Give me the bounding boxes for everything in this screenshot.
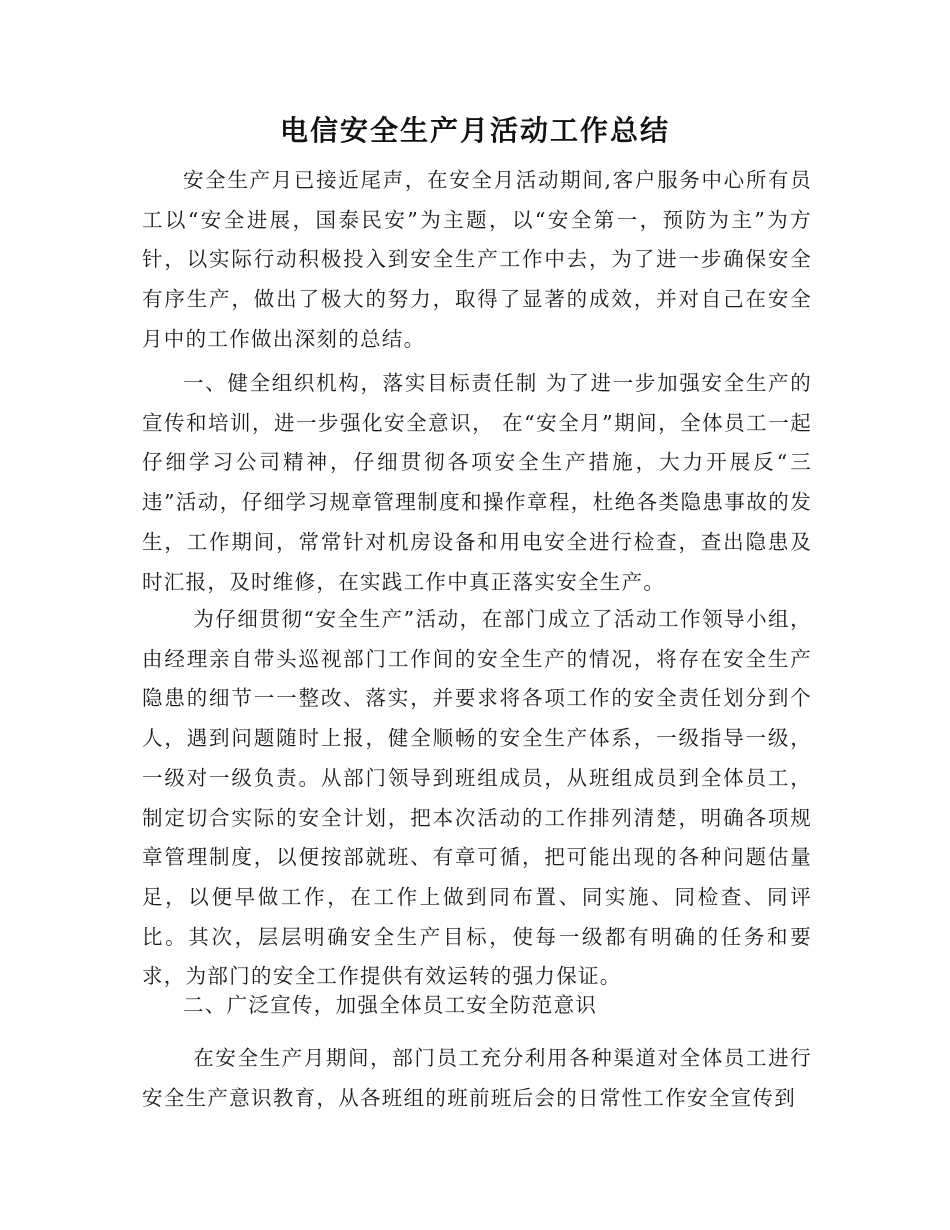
section-two-heading: 二、广泛宣传，加强全体员工安全防范意识 — [183, 993, 598, 1017]
section-one-paragraph: 一、健全组织机构，落实目标责任制 为了进一步加强安全生产的宣传和培训，进一步强化安全意识， 在“安全月”期间，全体员工一起仔细学习公司精神，仔细贯彻各项安全生产措施，大力开展反“三违”活动，仔细学习规章管理制度和操作章程，杜绝各类隐患事故的发生，工作期间，常常针对机房设备和用电安全进行检查，查出隐患及时汇报，及时维修，在实践工作中真正落实安全生产。 — [142, 371, 812, 594]
intro-paragraph: 安全生产月已接近尾声，在安全月活动期间,客户服务中心所有员工以“安全进展，国泰民安”为主题，以“安全第一，预防为主”为方针，以实际行动积极投入到安全生产工作中去，为了进一步确保安全有序生产，做出了极大的努力，取得了显著的成效，并对自己在安全月中的工作做出深刻的总结。 — [142, 168, 812, 351]
leadership-paragraph: 为仔细贯彻“安全生产”活动，在部门成立了活动工作领导小组，由经理亲自带头巡视部门工作间的安全生产的情况，将存在安全生产隐患的细节一一整改、落实，并要求将各项工作的安全责任划分到个人，遇到问题随时上报，健全顺畅的安全生产体系，一级指导一级，一级对一级负责。从部门领导到班组成员，从班组成员到全体员工，制定切合实际的安全计划，把本次活动的工作排列清楚，明确各项规章管理制度，以便按部就班、有章可循，把可能出现的各种问题估量足，以便早做工作，在工作上做到同布置、同实施、同检查、同评比。其次，层层明确安全生产目标，使每一级都有明确的任务和要求，为部门的安全工作提供有效运转的强力保证。 — [142, 607, 812, 989]
publicity-paragraph: 在安全生产月期间，部门员工充分利用各种渠道对全体员工进行安全生产意识教育，从各班组的班前班后会的日常性工作安全宣传到 — [142, 1046, 812, 1110]
document-title: 电信安全生产月活动工作总结 — [279, 114, 670, 147]
